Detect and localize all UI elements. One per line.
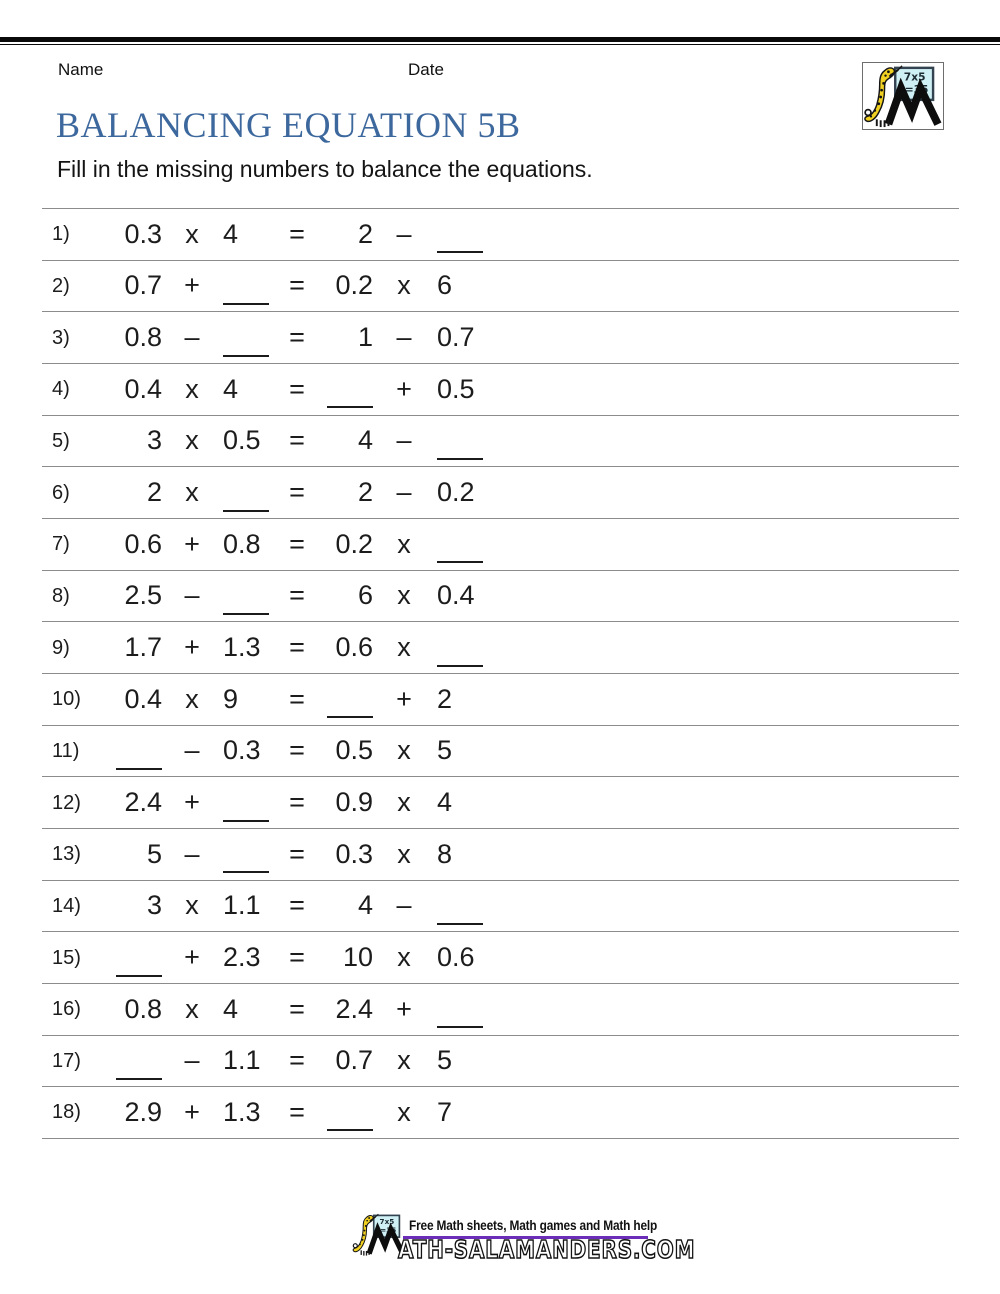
equals-sign: = xyxy=(289,373,305,404)
operator-2: x xyxy=(397,1096,411,1127)
operand-3: 0.7 xyxy=(335,1045,373,1076)
equation-row xyxy=(42,1036,959,1088)
operator-1: – xyxy=(184,580,200,611)
equals-sign: = xyxy=(289,787,305,818)
operand-3: 0.2 xyxy=(335,528,373,559)
operand-3: 0.9 xyxy=(335,787,373,818)
operand-3 xyxy=(312,682,373,716)
operand-1: 0.8 xyxy=(124,322,162,353)
operand-2 xyxy=(222,786,282,820)
answer-blank xyxy=(327,379,373,408)
answer-blank xyxy=(223,793,269,822)
page-title: BALANCING EQUATION 5B xyxy=(56,105,521,145)
operator-1: x xyxy=(185,683,199,714)
equals-sign: = xyxy=(289,322,305,353)
equation-number: 15) xyxy=(52,946,81,969)
operator-1: x xyxy=(185,373,199,404)
equation-number: 14) xyxy=(52,894,81,917)
equation-row xyxy=(42,416,959,468)
operand-1: 0.3 xyxy=(124,218,162,249)
operator-1: x xyxy=(185,477,199,508)
equation-row xyxy=(42,261,959,313)
salamander-icon xyxy=(863,63,943,129)
equation-number: 6) xyxy=(52,481,70,504)
operand-3 xyxy=(312,372,373,406)
operand-4 xyxy=(435,631,959,665)
operand-4: 5 xyxy=(437,735,453,766)
operator-2: – xyxy=(396,890,412,921)
operand-1: 2.5 xyxy=(124,580,162,611)
answer-blank xyxy=(437,896,483,925)
equals-sign: = xyxy=(289,942,305,973)
operator-2: x xyxy=(397,787,411,818)
operand-4 xyxy=(435,217,959,251)
operand-4 xyxy=(435,424,959,458)
equation-number: 13) xyxy=(52,843,81,866)
equation-number: 16) xyxy=(52,998,81,1021)
equals-sign: = xyxy=(289,425,305,456)
operand-1: 0.6 xyxy=(124,528,162,559)
equals-sign: = xyxy=(289,993,305,1024)
equals-sign: = xyxy=(289,632,305,663)
operator-2: + xyxy=(396,993,412,1024)
operand-4: 0.4 xyxy=(437,580,475,611)
operand-4: 7 xyxy=(437,1096,453,1127)
equals-sign: = xyxy=(289,580,305,611)
equation-number: 11) xyxy=(52,739,80,762)
operand-1: 1.7 xyxy=(124,632,162,663)
answer-blank xyxy=(437,638,483,667)
logo-board-text-2: =35 xyxy=(904,83,929,97)
operand-2: 0.8 xyxy=(223,528,261,559)
equals-sign: = xyxy=(289,218,305,249)
operator-1: + xyxy=(184,942,200,973)
equation-row xyxy=(42,571,959,623)
equation-row xyxy=(42,467,959,519)
footer-board-text-2: =35 xyxy=(380,1225,397,1235)
answer-blank xyxy=(223,586,269,615)
answer-blank xyxy=(223,276,269,305)
equation-number: 4) xyxy=(52,378,70,401)
equation-table xyxy=(42,208,959,1139)
equation-row xyxy=(42,777,959,829)
operator-2: x xyxy=(397,942,411,973)
equals-sign: = xyxy=(289,528,305,559)
equals-sign: = xyxy=(289,270,305,301)
operator-1: + xyxy=(184,632,200,663)
operand-2: 0.5 xyxy=(223,425,261,456)
operator-1: – xyxy=(184,735,200,766)
equation-row xyxy=(42,829,959,881)
operand-4 xyxy=(435,992,959,1026)
logo-board-text-1: 7x5 xyxy=(903,70,926,84)
operand-4 xyxy=(435,527,959,561)
operand-2: 4 xyxy=(223,993,239,1024)
equals-sign: = xyxy=(289,735,305,766)
operand-1 xyxy=(102,941,162,975)
operand-3: 0.2 xyxy=(335,270,373,301)
operator-2: – xyxy=(396,322,412,353)
footer-board-text-1: 7x5 xyxy=(379,1216,395,1226)
top-border-thin xyxy=(0,44,1000,45)
operand-3 xyxy=(312,1095,373,1129)
operand-2 xyxy=(222,837,282,871)
operand-3: 2 xyxy=(357,477,373,508)
salamander-tail xyxy=(865,110,871,116)
operator-1: + xyxy=(184,528,200,559)
operator-1: x xyxy=(185,890,199,921)
operand-3: 0.6 xyxy=(335,632,373,663)
operand-4: 0.5 xyxy=(437,373,475,404)
date-label: Date xyxy=(408,60,444,79)
operand-1: 5 xyxy=(146,838,162,869)
math-salamanders-logo xyxy=(862,62,944,130)
operand-3: 6 xyxy=(357,580,373,611)
operand-3: 2.4 xyxy=(335,993,373,1024)
operator-1: – xyxy=(184,838,200,869)
operand-1: 2.4 xyxy=(124,787,162,818)
operator-1: x xyxy=(185,425,199,456)
answer-blank xyxy=(437,224,483,253)
operator-2: + xyxy=(396,373,412,404)
equation-number: 17) xyxy=(52,1049,81,1072)
answer-blank xyxy=(223,328,269,357)
operand-2: 1.3 xyxy=(223,1096,261,1127)
operator-2: – xyxy=(396,425,412,456)
equation-number: 18) xyxy=(52,1101,81,1124)
equation-row xyxy=(42,364,959,416)
equals-sign: = xyxy=(289,890,305,921)
equation-row xyxy=(42,1087,959,1139)
operator-1: x xyxy=(185,993,199,1024)
equation-number: 2) xyxy=(52,274,70,297)
operand-2: 1.1 xyxy=(223,1045,261,1076)
operator-2: x xyxy=(397,580,411,611)
operator-1: x xyxy=(185,218,199,249)
operator-2: x xyxy=(397,270,411,301)
equation-row xyxy=(42,519,959,571)
answer-blank xyxy=(116,741,162,770)
name-label: Name xyxy=(58,60,104,79)
equals-sign: = xyxy=(289,683,305,714)
equals-sign: = xyxy=(289,477,305,508)
equals-sign: = xyxy=(289,838,305,869)
equation-number: 3) xyxy=(52,326,70,349)
operand-2: 9 xyxy=(223,683,239,714)
operand-4: 8 xyxy=(437,838,453,869)
operand-1: 3 xyxy=(146,890,162,921)
equation-number: 1) xyxy=(52,223,70,246)
operand-2: 4 xyxy=(223,218,239,249)
operand-1 xyxy=(102,1044,162,1078)
equation-row xyxy=(42,674,959,726)
equation-row xyxy=(42,932,959,984)
answer-blank xyxy=(223,483,269,512)
equation-row xyxy=(42,622,959,674)
answer-blank xyxy=(437,534,483,563)
operand-2: 1.3 xyxy=(223,632,261,663)
operator-1: + xyxy=(184,1096,200,1127)
equation-row xyxy=(42,209,959,261)
equation-number: 5) xyxy=(52,429,70,452)
operand-4 xyxy=(435,889,959,923)
operand-3: 0.5 xyxy=(335,735,373,766)
operator-2: + xyxy=(396,683,412,714)
operand-3: 4 xyxy=(357,425,373,456)
answer-blank xyxy=(223,844,269,873)
operand-4: 0.2 xyxy=(437,477,475,508)
operand-1: 2.9 xyxy=(124,1096,162,1127)
operand-4: 5 xyxy=(437,1045,453,1076)
operator-1: – xyxy=(184,322,200,353)
answer-blank xyxy=(327,689,373,718)
footer-wordmark: ATH-SALAMANDERS.COM xyxy=(398,1235,696,1264)
operand-3: 1 xyxy=(357,322,373,353)
operand-3: 4 xyxy=(357,890,373,921)
operand-4: 0.7 xyxy=(437,322,475,353)
operator-1: + xyxy=(184,270,200,301)
operand-3: 10 xyxy=(342,942,373,973)
operand-2: 4 xyxy=(223,373,239,404)
operator-2: x xyxy=(397,528,411,559)
operand-2: 0.3 xyxy=(223,735,261,766)
operand-3: 2 xyxy=(357,218,373,249)
operator-2: x xyxy=(397,632,411,663)
operand-2: 1.1 xyxy=(223,890,261,921)
operand-3: 0.3 xyxy=(335,838,373,869)
equation-number: 10) xyxy=(52,688,81,711)
operand-2 xyxy=(222,321,282,355)
instructions-text: Fill in the missing numbers to balance the equations. xyxy=(57,156,593,182)
equation-number: 7) xyxy=(52,533,70,556)
footer-tagline: Free Math sheets, Math games and Math help xyxy=(409,1218,658,1233)
operand-2: 2.3 xyxy=(223,942,261,973)
answer-blank xyxy=(327,1102,373,1131)
operand-4: 0.6 xyxy=(437,942,475,973)
operator-2: x xyxy=(397,735,411,766)
operand-4: 2 xyxy=(437,683,453,714)
equation-number: 12) xyxy=(52,791,81,814)
operand-4: 4 xyxy=(437,787,453,818)
equation-row xyxy=(42,726,959,778)
operator-2: – xyxy=(396,218,412,249)
answer-blank xyxy=(116,1051,162,1080)
operand-1: 0.7 xyxy=(124,270,162,301)
operand-1: 0.4 xyxy=(124,373,162,404)
equation-row xyxy=(42,881,959,933)
operand-2 xyxy=(222,476,282,510)
equation-row xyxy=(42,984,959,1036)
answer-blank xyxy=(437,999,483,1028)
answer-blank xyxy=(116,948,162,977)
operand-1: 2 xyxy=(146,477,162,508)
answer-blank xyxy=(437,431,483,460)
operand-1: 0.8 xyxy=(124,993,162,1024)
operand-2 xyxy=(222,269,282,303)
operand-2 xyxy=(222,579,282,613)
operand-1: 0.4 xyxy=(124,683,162,714)
operator-2: x xyxy=(397,1045,411,1076)
equation-row xyxy=(42,312,959,364)
operand-4: 6 xyxy=(437,270,453,301)
equation-number: 9) xyxy=(52,636,70,659)
equation-number: 8) xyxy=(52,584,70,607)
operand-1: 3 xyxy=(146,425,162,456)
operator-1: + xyxy=(184,787,200,818)
top-border-thick xyxy=(0,37,1000,42)
operator-1: – xyxy=(184,1045,200,1076)
operator-2: – xyxy=(396,477,412,508)
operand-1 xyxy=(102,734,162,768)
equals-sign: = xyxy=(289,1045,305,1076)
operator-2: x xyxy=(397,838,411,869)
equals-sign: = xyxy=(289,1096,305,1127)
